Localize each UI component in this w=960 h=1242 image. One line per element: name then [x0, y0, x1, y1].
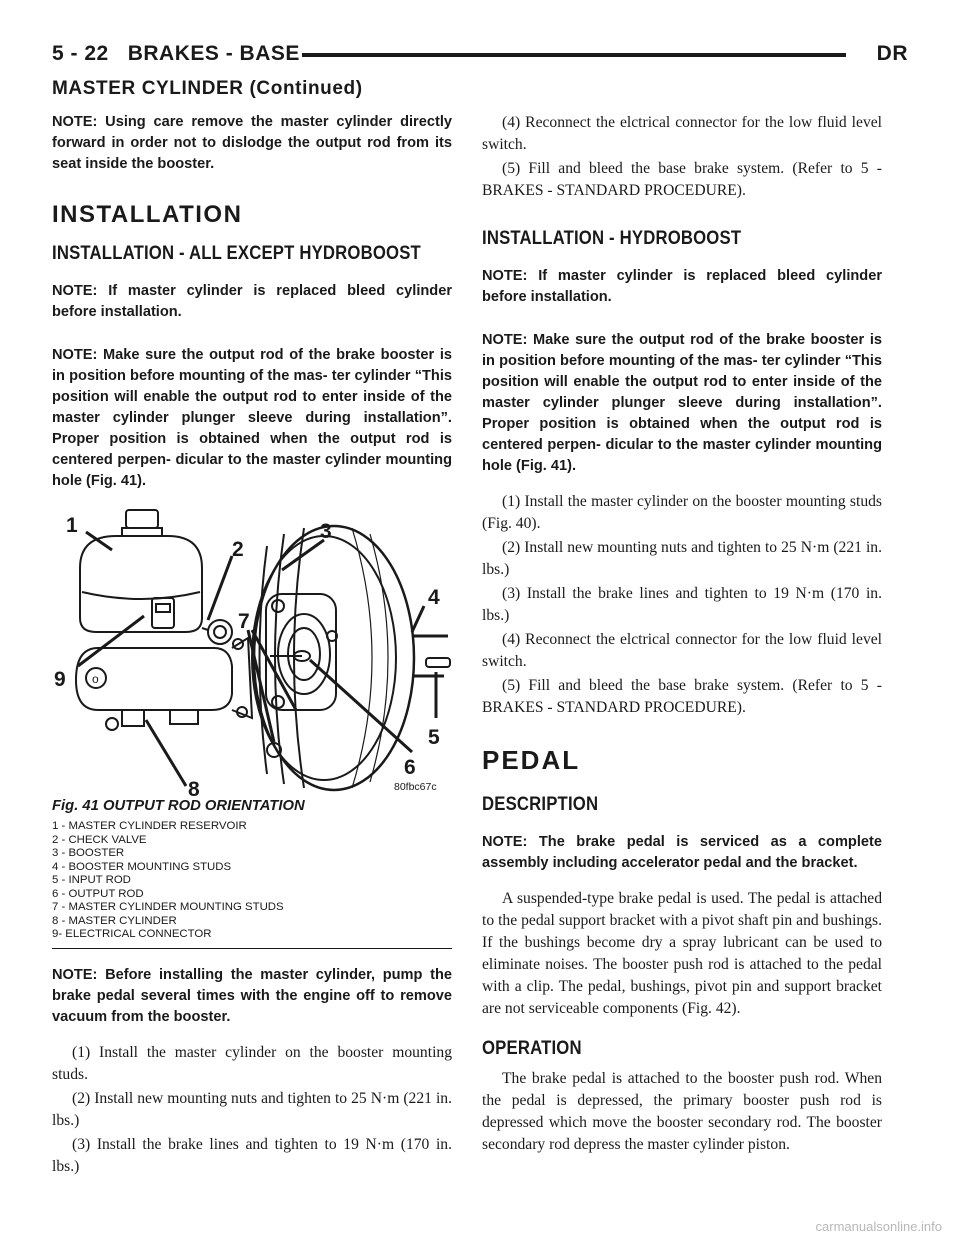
install-all-heading: INSTALLATION - ALL EXCEPT HYDROBOOST: [52, 243, 421, 264]
installation-heading: INSTALLATION: [52, 201, 243, 228]
svg-text:o: o: [92, 672, 99, 686]
header-section-title: 5 - 22 BRAKES - BASE: [52, 42, 300, 65]
figure-caption: Fig. 41 OUTPUT ROD ORIENTATION: [52, 798, 305, 814]
pedal-heading: PEDAL: [482, 745, 581, 775]
legend-item: 1 - MASTER CYLINDER RESERVOIR: [52, 820, 247, 832]
note-output-rod: NOTE: Make sure the output rod of the brake booster is in position before mounting of the mas- ter cylinder “This position will enable the output rod to enter inside of the master cylinder plunger sleeve during installation”. Proper position is obtained when the output rod is centered perpen- dicular to the master cylinder mounting hole (Fig. 41).: [52, 347, 452, 489]
hydro-step: (1) Install the master cylinder on the booster mounting studs (Fig. 40).: [482, 493, 882, 532]
callout-4: 4: [428, 586, 440, 609]
install-step: (4) Reconnect the elctrical connector for the low fluid level switch.: [482, 114, 882, 153]
figure-legend: [52, 820, 452, 942]
legend-item: 2 - CHECK VALVE: [52, 833, 147, 846]
callout-7: 7: [238, 610, 250, 633]
page-header: [52, 38, 908, 72]
master-cylinder-illustration: [52, 498, 452, 796]
figure-code: 80fbc67c: [394, 781, 437, 793]
note-output-rod-hydro: NOTE: Make sure the output rod of the brake booster is in position before mounting of the mas- ter cylinder “This position will enable the output rod to enter inside of the master cylinder plunger sleeve during installation”. Proper position is obtained when the output rod is centered perpen- dicular to the master cylinder mounting hole (Fig. 41).: [482, 332, 882, 474]
note-pump: NOTE: Before installing the master cylinder, pump the brake pedal several times with the engine off to remove vacuum from the booster.: [52, 966, 452, 1025]
note-remove: NOTE: Using care remove the master cylinder directly forward in order not to dislodge the output rod from its seat inside the booster.: [52, 114, 452, 172]
install-step: (5) Fill and bleed the base brake system. (Refer to 5 - BRAKES - STANDARD PROCEDURE).: [482, 160, 882, 199]
callout-6: 6: [404, 756, 416, 779]
hydro-step: (4) Reconnect the elctrical connector for the low fluid level switch.: [482, 631, 882, 670]
hydro-step: (2) Install new mounting nuts and tighten to 25 N·m (221 in. lbs.): [482, 539, 882, 578]
install-step: (1) Install the master cylinder on the booster mounting studs.: [52, 1043, 452, 1083]
right-column: [482, 112, 882, 1158]
legend-item: 4 - BOOSTER MOUNTING STUDS: [52, 860, 232, 873]
watermark: carmanualsonline.info: [815, 1219, 942, 1234]
legend-item: 6 - OUTPUT ROD: [52, 887, 144, 900]
callout-2: 2: [232, 538, 244, 561]
install-step: (3) Install the brake lines and tighten to 19 N·m (170 in. lbs.): [52, 1135, 452, 1175]
note-pedal: NOTE: The brake pedal is serviced as a complete assembly including accelerator pedal and the bracket.: [482, 834, 882, 871]
description-text: A suspended-type brake pedal is used. The pedal is attached to the pedal support bracket with a pivot shaft pin and bushings. If the bushings become dry a spray lubricant can be used to eliminate noises. The booster push rod is attached to the pedal with a clip. The pedal, bushings, pivot pin and support bracket are not serviceable components (Fig. 42).: [482, 890, 882, 1017]
legend-item: 7 - MASTER CYLINDER MOUNTING STUDS: [52, 901, 284, 913]
callout-5: 5: [428, 726, 440, 749]
install-step: (2) Install new mounting nuts and tighten to 25 N·m (221 in. lbs.): [52, 1089, 452, 1129]
callout-8: 8: [188, 778, 200, 796]
legend-item: 8 - MASTER CYLINDER: [52, 914, 177, 927]
figure-output-rod-orientation: [52, 498, 452, 796]
continued-title: MASTER CYLINDER (Continued): [52, 78, 363, 99]
install-hydroboost-heading: INSTALLATION - HYDROBOOST: [482, 228, 742, 249]
left-column: [52, 112, 452, 1180]
hydro-step: (5) Fill and bleed the base brake system. (Refer to 5 - BRAKES - STANDARD PROCEDURE).: [482, 677, 882, 716]
callout-3: 3: [320, 520, 332, 543]
operation-heading: OPERATION: [482, 1038, 582, 1059]
description-heading: DESCRIPTION: [482, 794, 599, 815]
legend-item: 3 - BOOSTER: [52, 847, 125, 859]
legend-rule: [52, 948, 452, 949]
header-model-code: DR: [876, 42, 908, 65]
callout-9: 9: [54, 668, 66, 691]
legend-item: 9- ELECTRICAL CONNECTOR: [52, 928, 212, 940]
operation-text: The brake pedal is attached to the booster push rod. When the pedal is depressed, the primary booster push rod is depressed which move the booster secondary rod. The booster secondary rod depress the master cylinder piston.: [482, 1070, 882, 1153]
note-bleed-hydro: NOTE: If master cylinder is replaced bleed cylinder before installation.: [482, 268, 882, 305]
callout-1: 1: [66, 514, 78, 537]
header-rule: [302, 53, 846, 57]
legend-item: 5 - INPUT ROD: [52, 874, 131, 886]
hydro-step: (3) Install the brake lines and tighten to 19 N·m (170 in. lbs.): [482, 585, 882, 624]
note-bleed: NOTE: If master cylinder is replaced bleed cylinder before installation.: [52, 283, 452, 320]
